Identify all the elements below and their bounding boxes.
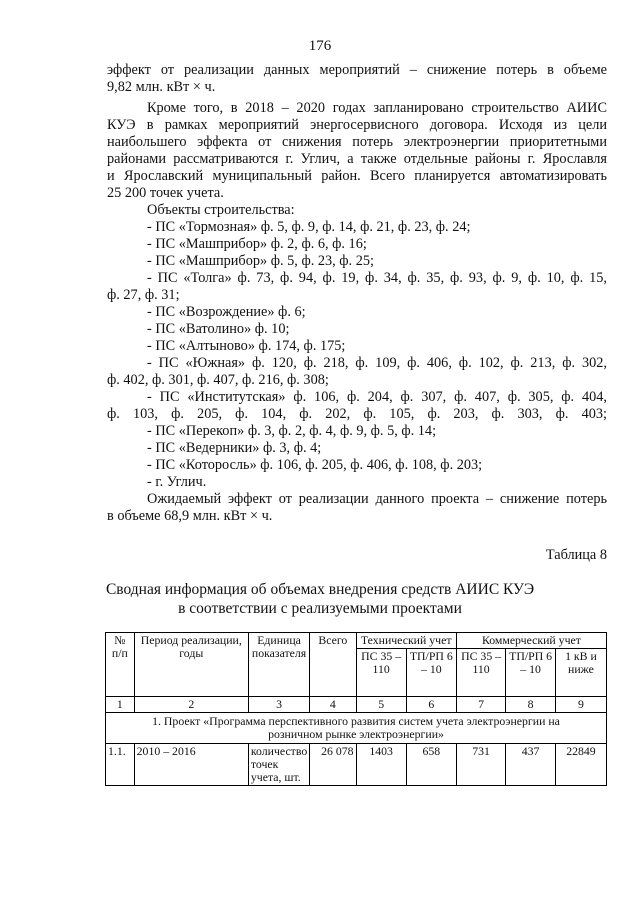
text-line: районами рассматриваются г. Углич, а также отдельные районы г. Ярославля bbox=[107, 151, 607, 167]
row-total: 26 078 bbox=[310, 744, 356, 786]
list-item: - ПС «Машприбор» ф. 5, ф. 23, ф. 25; bbox=[147, 253, 374, 269]
header-total: Всего bbox=[310, 633, 356, 697]
list-item: ф. 103, ф. 205, ф. 104, ф. 202, ф. 105, ф. 203, ф. 303, ф. 403; bbox=[107, 406, 607, 422]
text-line: наибольшего эффекта от снижения потерь электроэнергии приоритетными bbox=[107, 134, 607, 150]
column-number: 5 bbox=[356, 697, 406, 713]
list-item: - ПС «Ватолино» ф. 10; bbox=[147, 321, 290, 337]
text-line: и Ярославский муниципальный район. Всего планируется автоматизировать bbox=[107, 168, 607, 184]
table-row bbox=[106, 744, 607, 786]
table-title: Сводная информация об объемах внедрения средств АИИС КУЭ bbox=[105, 581, 535, 598]
table-title: в соответствии с реализуемыми проектами bbox=[178, 600, 462, 617]
row-num: 1.1. bbox=[106, 744, 135, 786]
row-ps-commercial: 731 bbox=[456, 744, 505, 786]
header-tp-commercial: ТП/РП 6 – 10 bbox=[506, 649, 556, 697]
row-tp-commercial: 437 bbox=[506, 744, 556, 786]
text-line: Кроме того, в 2018 – 2020 годах запланировано строительство АИИС bbox=[147, 100, 607, 116]
row-low-voltage: 22849 bbox=[555, 744, 606, 786]
column-number: 3 bbox=[248, 697, 309, 713]
list-item: - ПС «Институтская» ф. 106, ф. 204, ф. 307, ф. 407, ф. 305, ф. 404, bbox=[147, 389, 607, 405]
list-item: - ПС «Тормозная» ф. 5, ф. 9, ф. 14, ф. 21, ф. 23, ф. 24; bbox=[147, 219, 471, 235]
list-item: - ПС «Машприбор» ф. 2, ф. 6, ф. 16; bbox=[147, 236, 367, 252]
table-label: Таблица 8 bbox=[545, 547, 607, 563]
text-line: эффект от реализации данных мероприятий – снижение потерь в объеме bbox=[107, 62, 607, 78]
list-item: - ПС «Алтыново» ф. 174, ф. 175; bbox=[147, 338, 346, 354]
page-number: 176 bbox=[308, 38, 332, 54]
list-item: ф. 27, ф. 31; bbox=[107, 287, 180, 303]
header-ps-commercial: ПС 35 – 110 bbox=[456, 649, 505, 697]
list-item: - ПС «Перекоп» ф. 3, ф. 2, ф. 4, ф. 9, ф. 5, ф. 14; bbox=[147, 423, 437, 439]
header-ps-technical: ПС 35 – 110 bbox=[356, 649, 406, 697]
column-number: 8 bbox=[506, 697, 556, 713]
header-commercial: Коммерческий учет bbox=[456, 633, 606, 649]
list-item: - ПС «Южная» ф. 120, ф. 218, ф. 109, ф. 406, ф. 102, ф. 213, ф. 302, bbox=[147, 355, 607, 371]
row-tp-technical: 658 bbox=[406, 744, 456, 786]
column-number: 9 bbox=[555, 697, 606, 713]
text-line: 9,82 млн. кВт × ч. bbox=[107, 79, 216, 95]
row-unit: количество точек учета, шт. bbox=[248, 744, 309, 786]
text-line: Ожидаемый эффект от реализации данного проекта – снижение потерь bbox=[147, 491, 607, 507]
column-number: 4 bbox=[310, 697, 356, 713]
text-line: КУЭ в рамках мероприятий энергосервисного договора. Исходя из цели bbox=[107, 117, 607, 133]
row-ps-technical: 1403 bbox=[356, 744, 406, 786]
list-item: - ПС «Возрождение» ф. 6; bbox=[147, 304, 306, 320]
text-line: 25 200 точек учета. bbox=[107, 185, 224, 201]
list-item: - ПС «Которосль» ф. 106, ф. 205, ф. 406, ф. 108, ф. 203; bbox=[147, 457, 483, 473]
summary-table bbox=[105, 632, 607, 786]
list-item: ф. 402, ф. 301, ф. 407, ф. 216, ф. 308; bbox=[107, 372, 329, 388]
header-unit: Единица показателя bbox=[248, 633, 309, 697]
header-period: Период реализации, годы bbox=[134, 633, 248, 697]
column-number: 6 bbox=[406, 697, 456, 713]
header-low-voltage: 1 кВ и ниже bbox=[555, 649, 606, 697]
column-number: 2 bbox=[134, 697, 248, 713]
column-number: 1 bbox=[106, 697, 135, 713]
text-line: в объеме 68,9 млн. кВт × ч. bbox=[107, 508, 273, 524]
row-period: 2010 – 2016 bbox=[134, 744, 248, 786]
header-tp-technical: ТП/РП 6 – 10 bbox=[406, 649, 456, 697]
list-item: - ПС «Толга» ф. 73, ф. 94, ф. 19, ф. 34, ф. 35, ф. 93, ф. 9, ф. 10, ф. 15, bbox=[147, 270, 607, 286]
list-item: - ПС «Ведерники» ф. 3, ф. 4; bbox=[147, 440, 322, 456]
objects-heading: Объекты строительства: bbox=[147, 202, 295, 218]
list-item: - г. Углич. bbox=[147, 474, 207, 490]
column-number: 7 bbox=[456, 697, 505, 713]
section-title: 1. Проект «Программа перспективного развития систем учета электроэнергии на розничном рынке электроэнергии» bbox=[106, 713, 607, 744]
header-num: № п/п bbox=[106, 633, 135, 697]
header-technical: Технический учет bbox=[356, 633, 456, 649]
